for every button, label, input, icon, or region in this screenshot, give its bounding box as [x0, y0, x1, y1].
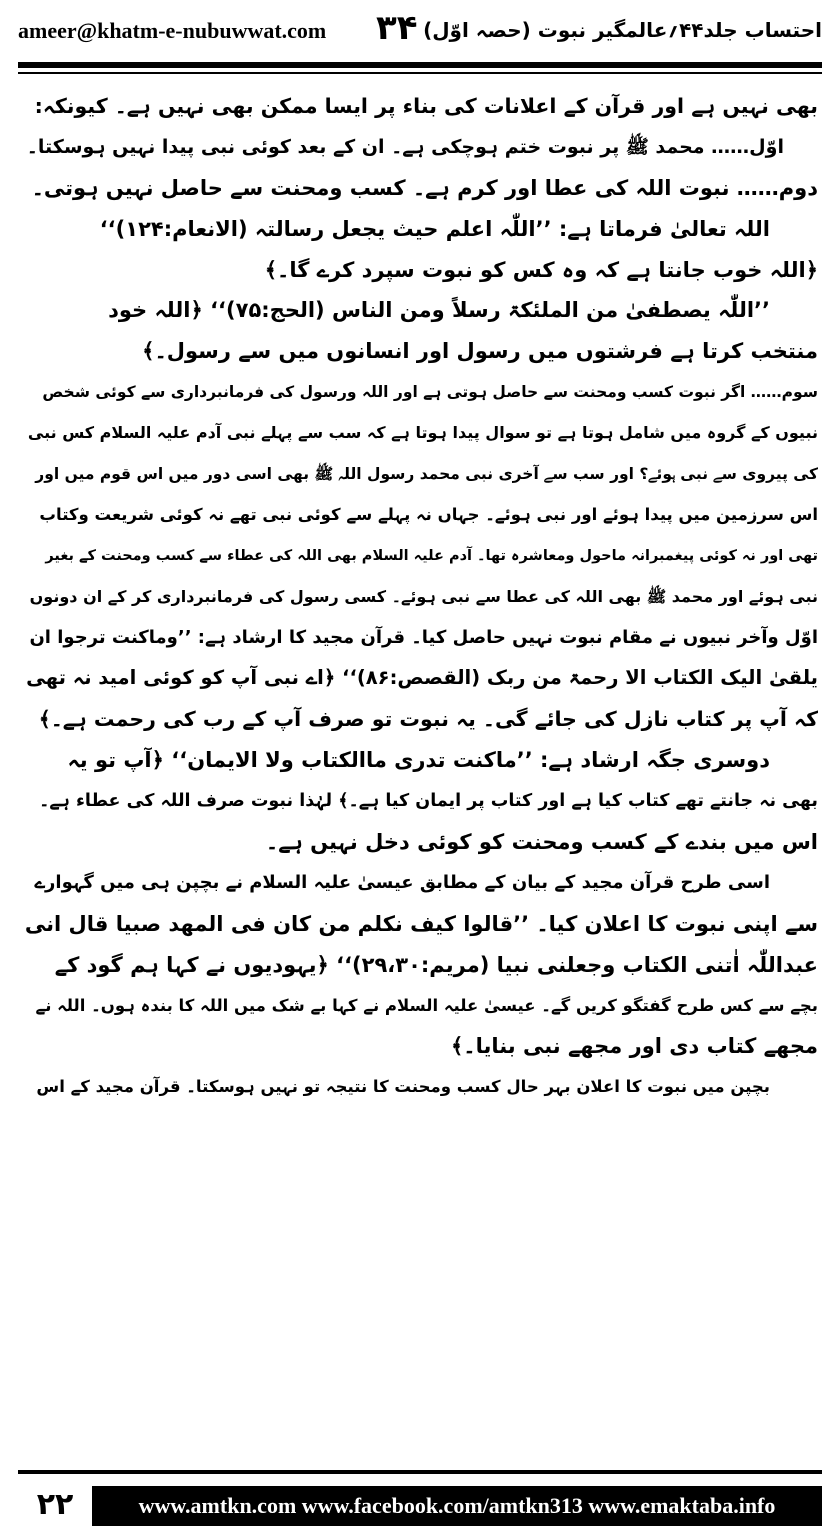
footer-page-number: ۲۲: [36, 1487, 74, 1522]
text-line: یلقیٰ الیک الکتاب الا رحمۃ من ربک (القصص:۸۶)‘‘ ﴿اے نبی آپ کو کوئی امید نہ تھی: [26, 666, 818, 690]
text-line: بھی نہیں ہے اور قرآن کے اعلانات کی بناء پر ایسا ممکن بھی نہیں ہے۔ کیونکہ:: [34, 94, 818, 118]
text-line: کہ آپ پر کتاب نازل کی جائے گی۔ یہ نبوت تو صرف آپ کے رب کی رحمت ہے۔﴾: [38, 707, 818, 732]
text-line: بچپن میں نبوت کا اعلان بہر حال کسب ومحنت کا نتیجہ تو نہیں ہوسکتا۔ قرآن مجید کے اس: [36, 1077, 770, 1097]
text-line: نبیوں کے گروہ میں شامل ہوتا ہے تو سوال پیدا ہوتا ہے کہ سب سے پہلے نبی آدم علیہ السلام کس نبی: [27, 423, 818, 443]
text-line: بچے سے کس طرح گفتگو کریں گے۔ عیسیٰ علیہ السلام نے کہا بے شک میں اللہ کا بندہ ہوں۔ اللہ نے: [35, 995, 818, 1015]
text-line: منتخب کرتا ہے فرشتوں میں رسول اور انسانوں میں سے رسول۔﴾: [142, 339, 818, 364]
header-title: احتساب جلد۴۴؍عالمگیر نبوت (حصہ اوّل): [423, 18, 822, 42]
page-header: [0, 0, 840, 60]
text-line: دوسری جگہ ارشاد ہے: ’’ماکنت تدری ماالکتاب ولا الایمان‘‘ ﴿آپ تو یہ: [67, 748, 770, 773]
text-line: تھی اور نہ کوئی پیغمبرانہ ماحول ومعاشرہ تھا۔ آدم علیہ السلام بھی اللہ کی عطاء سے کسب ومحنت کے بغیر: [45, 547, 818, 564]
text-line: دوم…… نبوت اللہ کی عطا اور کرم ہے۔ کسب ومحنت سے حاصل نہیں ہوتی۔: [31, 175, 818, 200]
page-body-text: [22, 86, 818, 1436]
footer-rule: [18, 1470, 822, 1474]
text-line: عبداللّٰہ اٰتنی الکتاب وجعلنی نبیا (مریم:۲۹،۳۰)‘‘ ﴿یہودیوں نے کہا ہم گود کے: [54, 952, 818, 977]
text-line: اوّل وآخر نبیوں نے مقام نبوت نہیں حاصل کیا۔ قرآن مجید کا ارشاد ہے: ’’وماکنت ترجوا ان: [29, 626, 818, 648]
text-line: ﴿اللہ خوب جانتا ہے کہ وہ کس کو نبوت سپرد کرے گا۔﴾: [264, 257, 818, 282]
text-line: اوّل…… محمد ﷺ پر نبوت ختم ہوچکی ہے۔ ان کے بعد کوئی نبی پیدا نہیں ہوسکتا۔: [26, 135, 784, 158]
text-line: سے اپنی نبوت کا اعلان کیا۔ ’’قالوا کیف نکلم من کان فی المھد صبیا قال انی: [24, 911, 818, 936]
text-line: اس میں بندے کے کسب ومحنت کو کوئی دخل نہیں ہے۔: [265, 830, 818, 855]
text-line: اسی طرح قرآن مجید کے بیان کے مطابق عیسیٰ علیہ السلام نے بچپن ہی میں گہوارے: [34, 871, 770, 893]
header-page-number: ۳۴: [376, 8, 418, 48]
text-line: مجھے کتاب دی اور مجھے نبی بنایا۔﴾: [450, 1034, 818, 1059]
header-rule-thick: [18, 62, 822, 68]
footer-links-bar: www.amtkn.com www.facebook.com/amtkn313 www.emaktaba.info: [92, 1486, 822, 1526]
text-line: نبی ہوئے اور محمد ﷺ بھی اللہ کی عطا سے نبی ہوئے۔ کسی رسول کی فرمانبرداری کر کے ان دونوں: [29, 586, 818, 606]
text-line: اس سرزمین میں پیدا ہوئے اور نبی ہوئے۔ جہاں نہ پہلے سے کوئی نبی تھے نہ کوئی شریعت وکتاب: [39, 504, 818, 524]
text-line: بھی نہ جانتے تھے کتاب کیا ہے اور کتاب پر ایمان کیا ہے۔﴾ لہٰذا نبوت صرف اللہ کی عطاء ہے۔: [39, 791, 818, 812]
header-rule-thin: [18, 72, 822, 74]
text-line: ’’اللّٰہ یصطفیٰ من الملئکۃ رسلاً ومن الناس (الحج:۷۵)‘‘ ﴿اللہ خود: [108, 298, 770, 323]
text-line: اللہ تعالیٰ فرماتا ہے: ’’اللّٰہ اعلم حیث یجعل رسالتہ (الانعام:۱۲۴)‘‘: [99, 216, 770, 241]
header-email: ameer@khatm-e-nubuwwat.com: [18, 18, 327, 43]
text-line: سوم…… اگر نبوت کسب ومحنت سے حاصل ہوتی ہے اور اللہ ورسول کی فرمانبرداری سے کوئی شخص: [42, 383, 818, 402]
text-line: کی پیروی سے نبی ہوئے؟ اور سب سے آخری نبی محمد رسول اللہ ﷺ بھی اسی دور میں اس قوم میں اور: [35, 465, 818, 484]
